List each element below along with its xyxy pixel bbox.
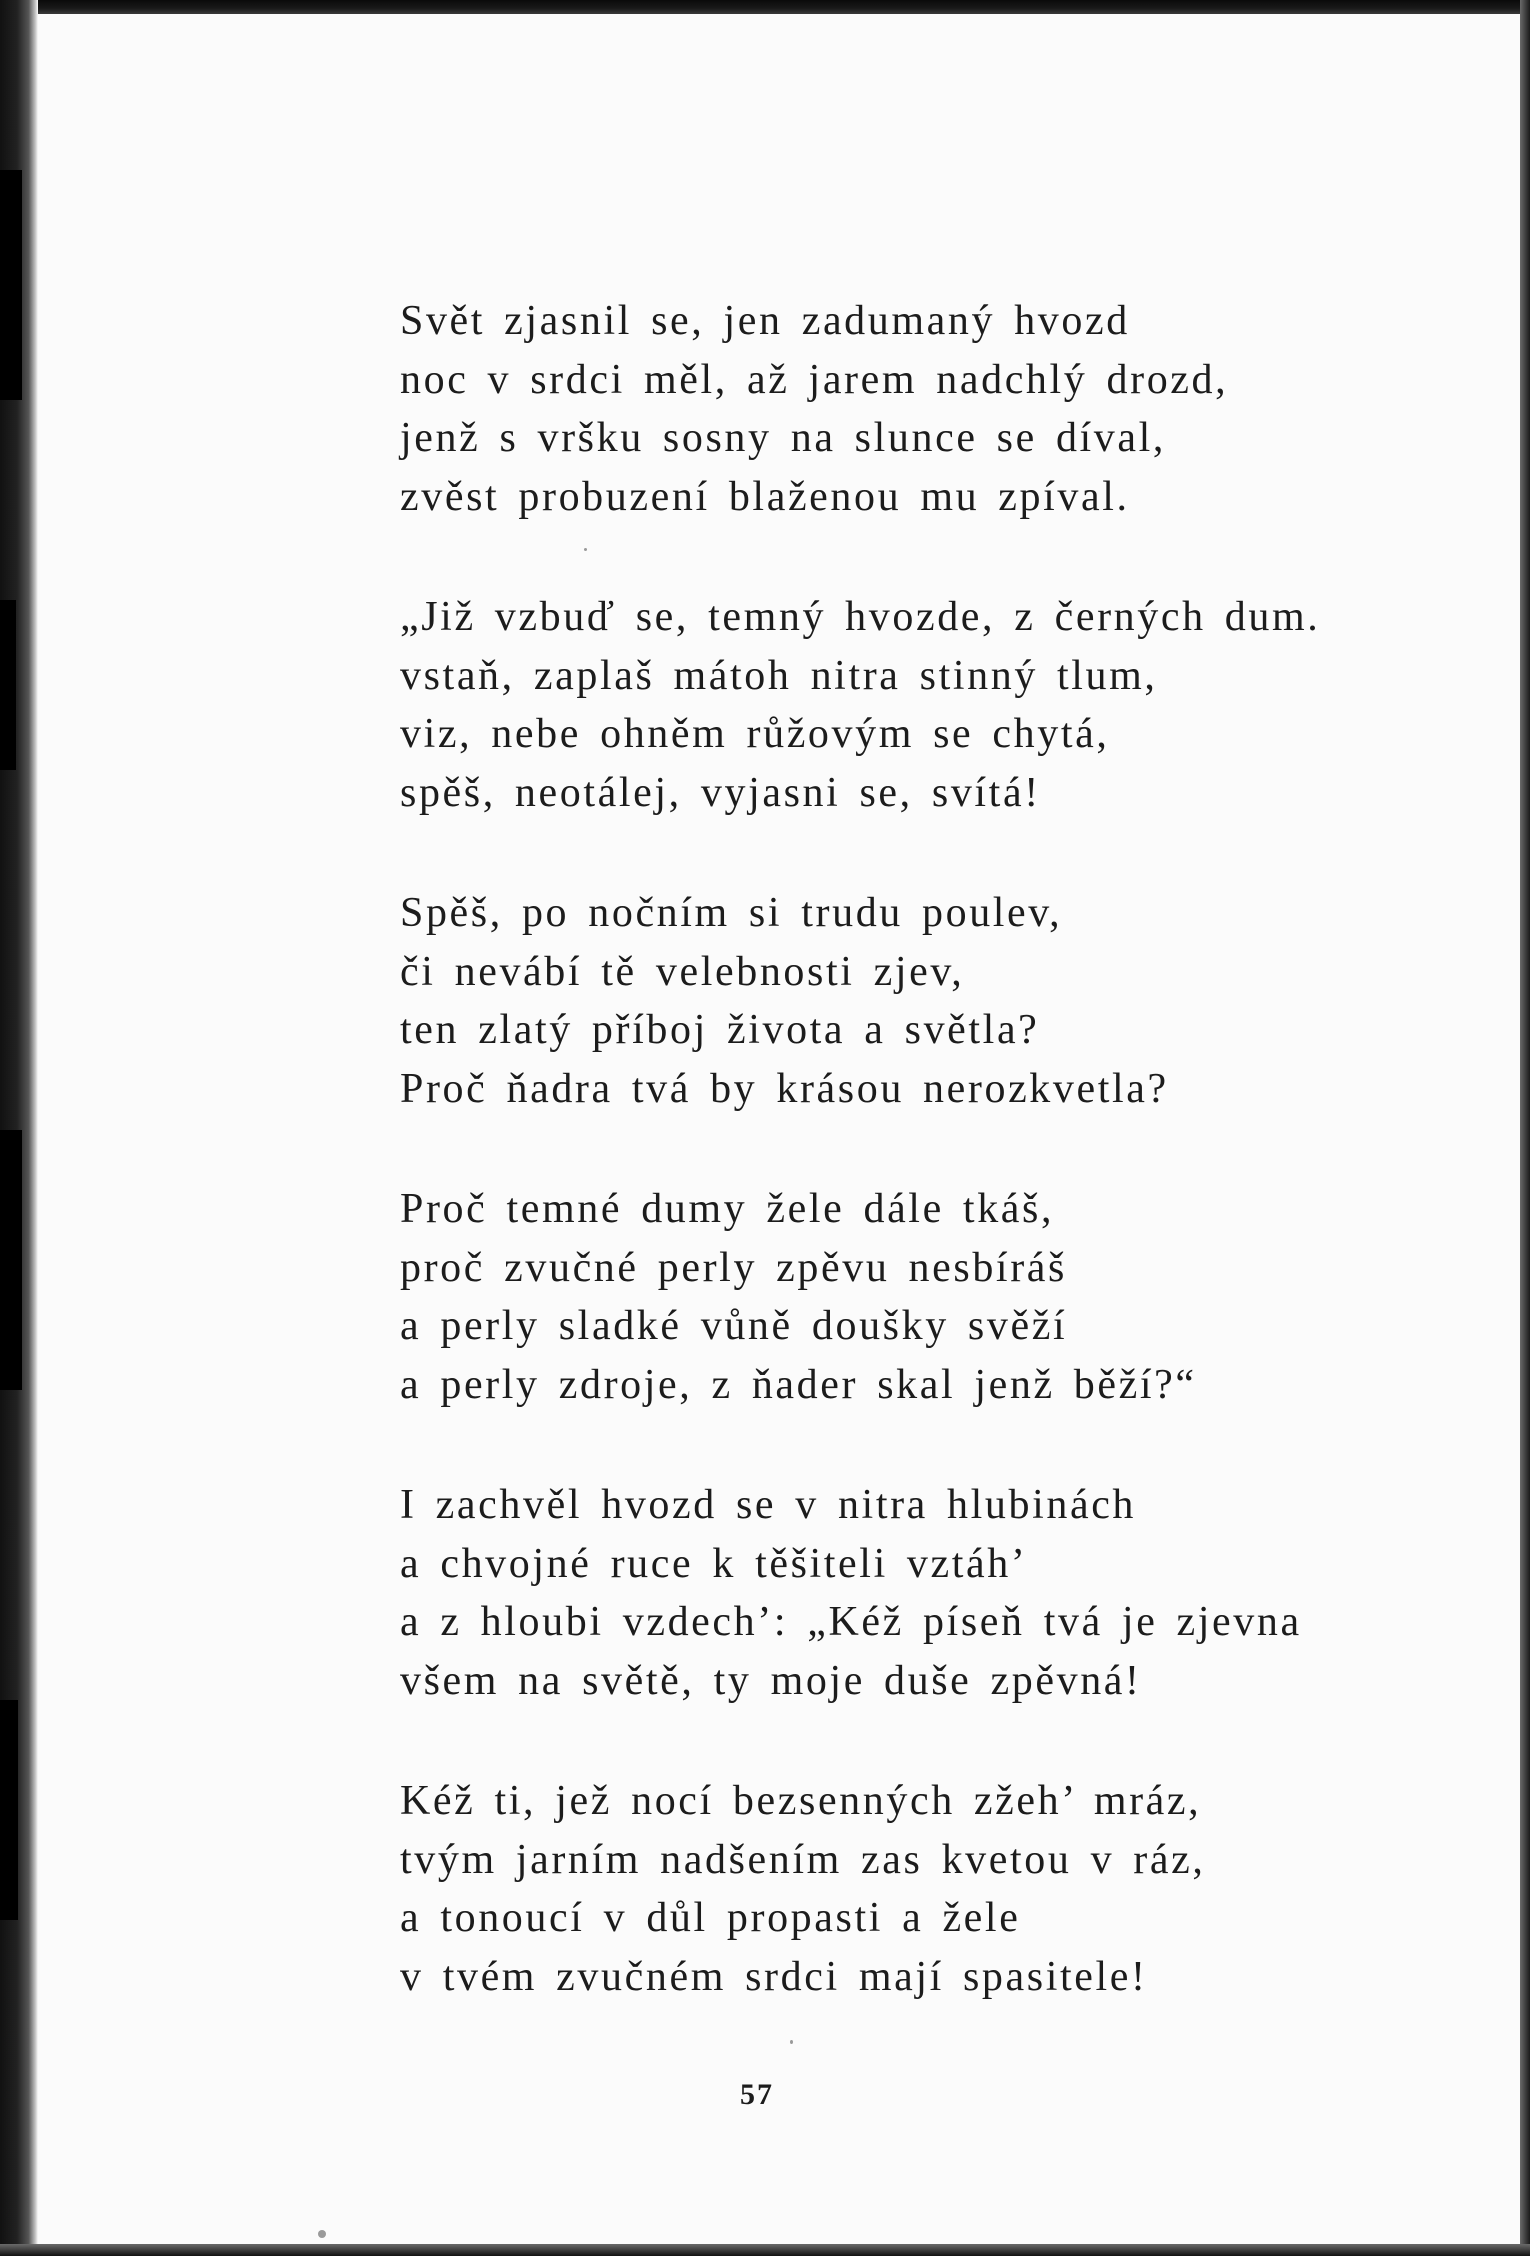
- poem-line: proč zvučné perly zpěvu nesbíráš: [400, 1244, 1067, 1291]
- poem-line: Spěš, po nočním si trudu poulev,: [400, 890, 1063, 936]
- poem-line: všem na světě, ty moje duše zpěvná!: [400, 1657, 1142, 1704]
- poem-line: Kéž ti, jež nocí bezsenných zžeh’ mráz,: [400, 1778, 1202, 1824]
- stanza-1: [400, 292, 1400, 526]
- poem-line: Proč ňadra tvá by krásou nerozkvetla?: [400, 1065, 1169, 1112]
- poem-line: Svět zjasnil se, jen zadumaný hvozd: [400, 298, 1130, 344]
- scan-edge-mark: [0, 600, 16, 770]
- scan-border-right: [1520, 0, 1530, 2256]
- scan-edge-mark: [0, 170, 22, 400]
- poem-line: viz, nebe ohněm růžovým se chytá,: [400, 711, 1110, 757]
- poem-line: a perly sladké vůně doušky svěží: [400, 1303, 1068, 1349]
- poem-line: a tonoucí v důl propasti a žele: [400, 1895, 1021, 1941]
- poem-line: Proč temné dumy žele dále tkáš,: [400, 1186, 1055, 1232]
- poem-line: I zachvěl hvozd se v nitra hlubinách: [400, 1482, 1137, 1528]
- scan-edge-mark: [0, 1700, 18, 1920]
- poem-line: „Již vzbuď se, temný hvozde, z černých dum.: [400, 594, 1321, 640]
- page-number: 57: [740, 2078, 774, 2111]
- poem-line: jenž s vršku sosny na slunce se díval,: [400, 415, 1167, 461]
- stanza-4: [400, 1180, 1400, 1414]
- poem-line: a z hloubi vzdech’: „Kéž píseň tvá je zjevna: [400, 1599, 1302, 1645]
- poem-line: v tvém zvučném srdci mají spasitele!: [400, 1953, 1148, 2000]
- poem-line: spěš, neotálej, vyjasni se, svítá!: [400, 769, 1041, 816]
- poem-line: vstaň, zaplaš mátoh nitra stinný tlum,: [400, 652, 1158, 699]
- stanza-5: [400, 1476, 1400, 1710]
- scan-border-bottom: [0, 2244, 1530, 2256]
- poem-line: ten zlatý příboj života a světla?: [400, 1007, 1040, 1053]
- poem-line: a chvojné ruce k těšiteli vztáh’: [400, 1540, 1028, 1587]
- scan-speck: [318, 2230, 326, 2238]
- stanza-2: [400, 588, 1400, 822]
- scan-border-top: [0, 0, 1530, 14]
- stanza-6: [400, 1772, 1400, 2006]
- poem-text: [400, 292, 1400, 2068]
- stanza-3: [400, 884, 1400, 1118]
- poem-line: noc v srdci měl, až jarem nadchlý drozd,: [400, 356, 1229, 403]
- scan-edge-mark: [0, 1130, 22, 1390]
- poem-line: a perly zdroje, z ňader skal jenž běží?“: [400, 1361, 1197, 1408]
- poem-line: zvěst probuzení blaženou mu zpíval.: [400, 473, 1130, 520]
- poem-line: tvým jarním nadšením zas kvetou v ráz,: [400, 1836, 1206, 1883]
- poem-line: či nevábí tě velebnosti zjev,: [400, 948, 965, 995]
